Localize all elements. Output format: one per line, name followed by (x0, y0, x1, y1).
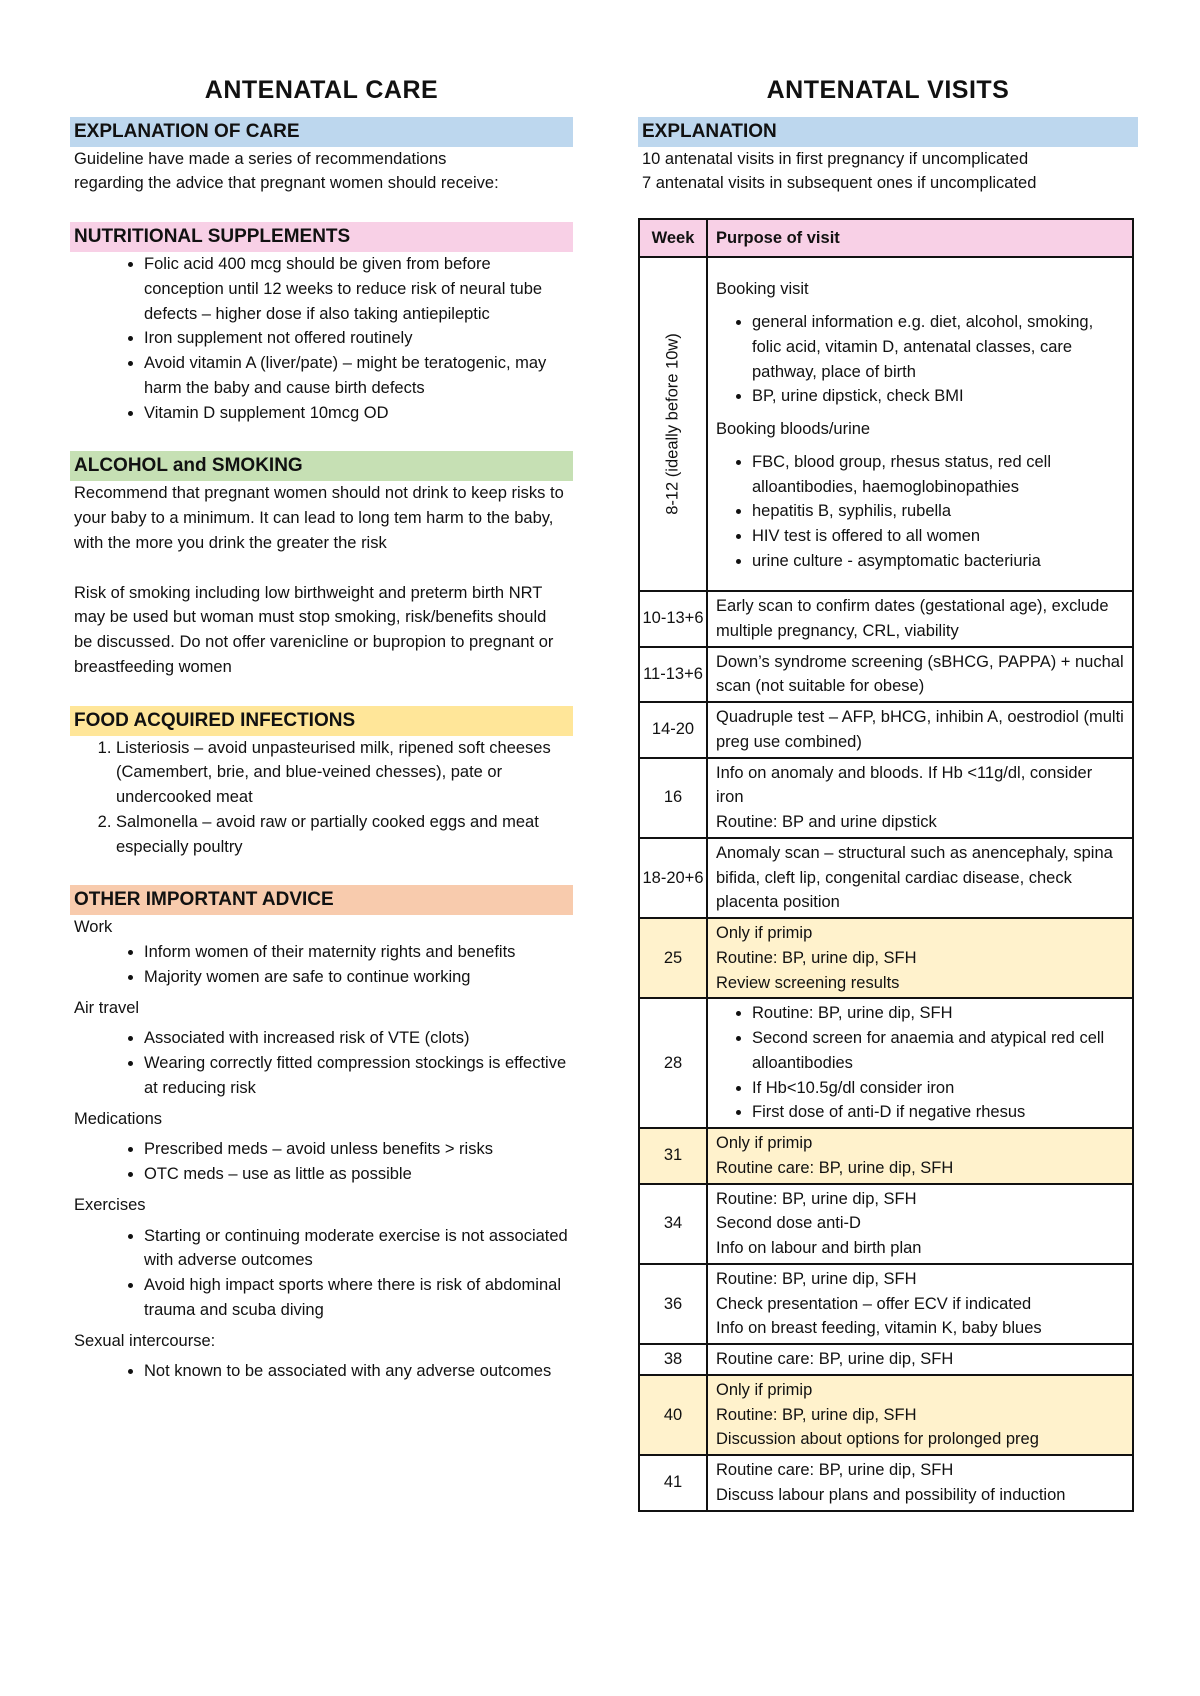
section-heading-nutritional-supplements: NUTRITIONAL SUPPLEMENTS (70, 222, 573, 252)
section-heading-alcohol-smoking: ALCOHOL and SMOKING (70, 451, 573, 481)
week-cell: 41 (639, 1455, 707, 1511)
table-row (639, 998, 1133, 1128)
list-item: • FBC, blood group, rhesus status, red cell alloantibodies, haemoglobinopathies (752, 450, 1124, 500)
purpose-line: Only if primip (716, 924, 813, 942)
food-infections-list (70, 736, 573, 860)
week-cell: 25 (639, 918, 707, 998)
table-row-booking (639, 257, 1133, 591)
week-cell: 11-13+6 (639, 647, 707, 703)
table-row (639, 1184, 1133, 1264)
purpose-cell (707, 257, 1133, 591)
list-item: • OTC meds – use as little as possible (144, 1162, 573, 1187)
section-heading-other-advice: OTHER IMPORTANT ADVICE (70, 885, 573, 915)
purpose-line: Early scan to confirm dates (gestational age), exclude multiple pregnancy, CRL, viability (716, 597, 1109, 640)
section-heading-food-infections: FOOD ACQUIRED INFECTIONS (70, 706, 573, 736)
purpose-line: Info on breast feeding, vitamin K, baby blues (716, 1319, 1042, 1338)
purpose-line: Discussion about options for prolonged preg (716, 1430, 1039, 1449)
section-heading-explanation-of-care: EXPLANATION OF CARE (70, 117, 573, 147)
subheading-medications: Medications (74, 1109, 163, 1128)
list-item: • urine culture - asymptomatic bacteriuria (752, 549, 1124, 574)
list-item: • Avoid high impact sports where there is risk of abdominal trauma and scuba diving (144, 1273, 573, 1323)
list-item: • Avoid vitamin A (liver/pate) – might be teratogenic, may harm the baby and cause birth defects (144, 351, 573, 401)
purpose-cell (707, 758, 1133, 838)
purpose-line: Review screening results (716, 973, 900, 992)
section-heading-explanation: EXPLANATION (638, 117, 1138, 147)
list-item: • Routine: BP, urine dip, SFH (752, 1001, 1124, 1026)
purpose-cell (707, 1184, 1133, 1264)
table-row (639, 838, 1133, 918)
list-item: 1. Listeriosis – avoid unpasteurised milk, ripened soft cheeses (Camembert, brie, and blue-veined chesses), pate or undercooked meat (116, 736, 573, 810)
table-header-row (639, 219, 1133, 257)
purpose-line: Routine: BP, urine dip, SFH (716, 1189, 917, 1208)
list-item: • general information e.g. diet, alcohol, smoking, folic acid, vitamin D, antenatal classes, care pathway, place of birth (752, 310, 1124, 384)
table-row (639, 1455, 1133, 1511)
list-item: 2. Salmonella – avoid raw or partially cooked eggs and meat especially poultry (116, 810, 573, 860)
week-cell: 36 (639, 1264, 707, 1344)
purpose-line: Second dose anti-D (716, 1214, 861, 1233)
week-cell: 14-20 (639, 702, 707, 758)
subheading-exercises: Exercises (74, 1195, 146, 1214)
list-item: • Folic acid 400 mcg should be given from before conception until 12 weeks to reduce risk of neural tube defects – higher dose if also taking antiepileptic (144, 252, 573, 326)
column-header-purpose: Purpose of visit (707, 219, 1133, 257)
week-cell: 28 (639, 998, 707, 1128)
subheading-sexual-intercourse: Sexual intercourse: (74, 1331, 216, 1350)
purpose-line: Only if primip (716, 1380, 813, 1399)
explanation-line: regarding the advice that pregnant women should receive: (74, 174, 499, 193)
list-item: • Inform women of their maternity rights and benefits (144, 940, 573, 965)
table-row (639, 591, 1133, 647)
list-item: • Majority women are safe to continue working (144, 965, 573, 990)
week-cell: 31 (639, 1128, 707, 1184)
week-cell: 38 (639, 1344, 707, 1375)
purpose-line: Routine: BP and urine dipstick (716, 813, 937, 831)
table-row (639, 647, 1133, 703)
sexual-intercourse-list (70, 1359, 573, 1384)
purpose-line: Routine care: BP, urine dip, SFH (716, 1158, 954, 1177)
purpose-cell (707, 838, 1133, 918)
purpose-cell (707, 1375, 1133, 1455)
booking-visit-list (716, 310, 1124, 409)
smoking-paragraph: Risk of smoking including low birthweight and preterm birth NRT may be used but woman must stop smoking, risk/benefits should be discussed. Do not offer varenicline or bupropion to pregnant or breastfeeding women (74, 583, 554, 676)
week-label: 8-12 (ideally before 10w) (663, 333, 682, 515)
explanation-line: Guideline have made a series of recommendations (74, 149, 447, 168)
work-list (70, 940, 573, 990)
booking-visit-title: Booking visit (716, 280, 809, 299)
explanation-line: 10 antenatal visits in first pregnancy if uncomplicated (642, 149, 1029, 168)
list-item: • Wearing correctly fitted compression stockings is effective at reducing risk (144, 1051, 573, 1101)
purpose-line: Anomaly scan – structural such as anencephaly, spina bifida, cleft lip, congenital cardiac disease, check placenta position (716, 843, 1113, 912)
subheading-work: Work (74, 918, 113, 937)
table-row (639, 1375, 1133, 1455)
list-item: • Not known to be associated with any adverse outcomes (144, 1359, 573, 1384)
purpose-line: Only if primip (716, 1134, 813, 1152)
purpose-line: Info on anomaly and bloods. If Hb <11g/dl, consider iron (716, 763, 1093, 807)
list-item: • Vitamin D supplement 10mcg OD (144, 401, 573, 426)
purpose-cell (707, 1128, 1133, 1184)
purpose-line: Routine care: BP, urine dip, SFH (716, 1350, 954, 1368)
purpose-cell (707, 998, 1133, 1128)
list-item: • BP, urine dipstick, check BMI (752, 384, 1124, 409)
table-row (639, 1264, 1133, 1344)
purpose-cell (707, 591, 1133, 647)
week-cell: 18-20+6 (639, 838, 707, 918)
week-cell (639, 257, 707, 591)
week-cell: 16 (639, 758, 707, 838)
week-cell: 34 (639, 1184, 707, 1264)
exercises-list (70, 1224, 573, 1323)
table-row (639, 1344, 1133, 1375)
antenatal-visits-table (638, 218, 1134, 1512)
purpose-cell (707, 1455, 1133, 1511)
purpose-line: Down’s syndrome screening (sBHCG, PAPPA) + nuchal scan (not suitable for obese) (716, 652, 1124, 696)
list-item: • HIV test is offered to all women (752, 524, 1124, 549)
page-title-antenatal-visits: ANTENATAL VISITS (766, 76, 1010, 104)
booking-bloods-list (716, 450, 1124, 574)
purpose-line: Quadruple test – AFP, bHCG, inhibin A, oestrodiol (multi preg use combined) (716, 708, 1124, 751)
list-item: • First dose of anti-D if negative rhesus (752, 1100, 1124, 1125)
purpose-cell (707, 1264, 1133, 1344)
list-item: • Associated with increased risk of VTE (clots) (144, 1026, 573, 1051)
list-item: • Second screen for anaemia and atypical red cell alloantibodies (752, 1026, 1124, 1076)
purpose-cell (707, 1344, 1133, 1375)
table-row (639, 1128, 1133, 1184)
nutritional-list (70, 252, 573, 425)
list-item: • hepatitis B, syphilis, rubella (752, 499, 1124, 524)
purpose-list (716, 1001, 1124, 1125)
list-item: • Starting or continuing moderate exercise is not associated with adverse outcomes (144, 1224, 573, 1274)
medications-list (70, 1137, 573, 1187)
list-item: • Iron supplement not offered routinely (144, 326, 573, 351)
column-header-week: Week (639, 219, 707, 257)
purpose-line: Routine care: BP, urine dip, SFH (716, 1461, 954, 1479)
booking-bloods-title: Booking bloods/urine (716, 420, 871, 439)
purpose-line: Routine: BP, urine dip, SFH (716, 948, 917, 967)
purpose-cell (707, 918, 1133, 998)
table-row (639, 702, 1133, 758)
purpose-line: Discuss labour plans and possibility of induction (716, 1485, 1066, 1504)
antenatal-visits-column (638, 74, 1138, 1512)
purpose-cell (707, 647, 1133, 703)
antenatal-care-column (70, 74, 573, 1384)
subheading-air-travel: Air travel (74, 998, 140, 1017)
list-item: • If Hb<10.5g/dl consider iron (752, 1076, 1124, 1101)
purpose-line: Routine: BP, urine dip, SFH (716, 1269, 917, 1288)
page-title-antenatal-care: ANTENATAL CARE (204, 76, 439, 104)
list-item: • Prescribed meds – avoid unless benefits > risks (144, 1137, 573, 1162)
week-cell: 10-13+6 (639, 591, 707, 647)
purpose-line: Routine: BP, urine dip, SFH (716, 1405, 917, 1424)
purpose-line: Check presentation – offer ECV if indicated (716, 1294, 1032, 1313)
explanation-line: 7 antenatal visits in subsequent ones if uncomplicated (642, 174, 1037, 193)
week-cell: 40 (639, 1375, 707, 1455)
alcohol-paragraph: Recommend that pregnant women should not drink to keep risks to your baby to a minimum. It can lead to long tem harm to the baby, with the more you drink the greater the risk (74, 484, 564, 552)
table-row (639, 758, 1133, 838)
air-travel-list (70, 1026, 573, 1100)
purpose-cell (707, 702, 1133, 758)
purpose-line: Info on labour and birth plan (716, 1239, 922, 1257)
table-row (639, 918, 1133, 998)
